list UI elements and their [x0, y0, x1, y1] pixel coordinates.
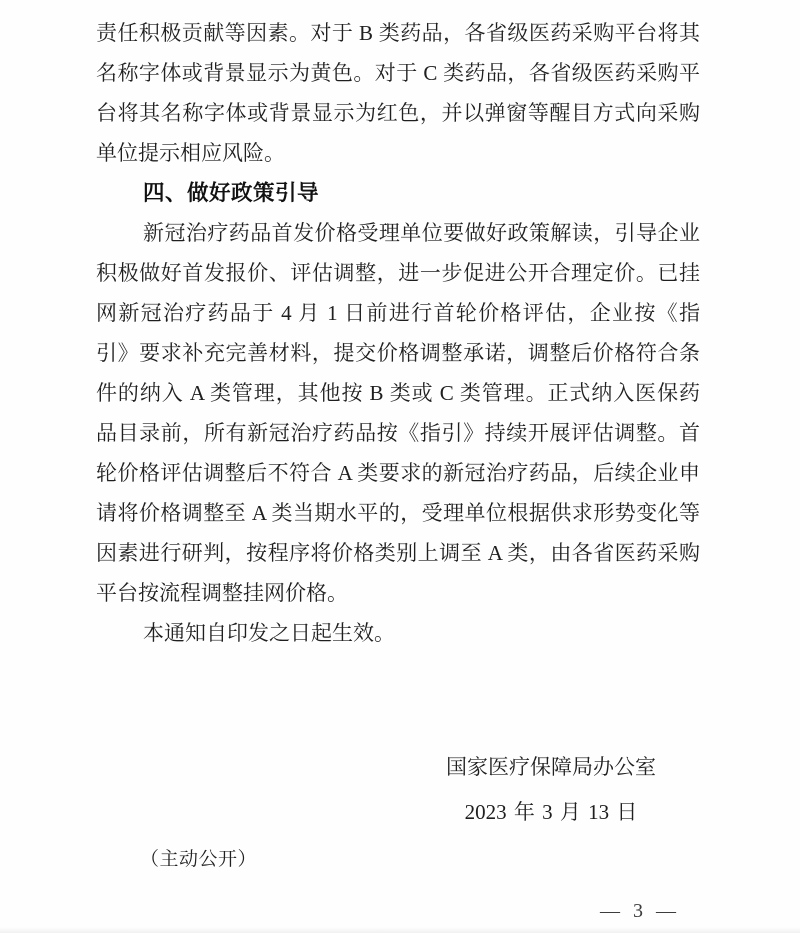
text-line: 请将价格调整至 A 类当期水平的，受理单位根据供求形势变化等 — [96, 501, 700, 525]
page-number: — 3 — — [600, 900, 676, 922]
text-line: 品目录前，所有新冠治疗药品按《指引》持续开展评估调整。首 — [96, 421, 700, 445]
text-line: 责任积极贡献等因素。对于 B 类药品，各省级医药采购平台将其 — [96, 21, 700, 45]
section-heading: 四、做好政策引导 — [143, 181, 320, 205]
text-line: 单位提示相应风险。 — [96, 141, 285, 165]
text-line: 引》要求补充完善材料，提交价格调整承诺，调整后价格符合条 — [96, 341, 700, 365]
text-line: 积极做好首发报价、评估调整，进一步促进公开合理定价。已挂 — [96, 261, 700, 285]
publicity-note: （主动公开） — [140, 849, 258, 870]
paragraph-policy-guidance — [96, 213, 700, 613]
text-line: 因素进行研判，按程序将价格类别上调至 A 类，由各省医药采购 — [96, 541, 700, 565]
text-line: 平台按流程调整挂网价格。 — [96, 581, 348, 605]
text-line: 件的纳入 A 类管理，其他按 B 类或 C 类管理。正式纳入医保药 — [96, 381, 700, 405]
signature-org: 国家医疗保障局办公室 — [446, 755, 656, 779]
paragraph-effective-date: 本通知自印发之日起生效。 — [143, 621, 395, 645]
text-line: 台将其名称字体或背景显示为红色，并以弹窗等醒目方式向采购 — [96, 101, 700, 125]
text-line: 新冠治疗药品首发价格受理单位要做好政策解读，引导企业 — [143, 221, 700, 245]
text-line: 网新冠治疗药品于 4 月 1 日前进行首轮价格评估，企业按《指 — [96, 301, 700, 325]
text-line: 轮价格评估调整后不符合 A 类要求的新冠治疗药品，后续企业申 — [96, 461, 700, 485]
signature-block — [401, 747, 701, 832]
paragraph-risk-labeling — [96, 13, 700, 173]
signature-date: 2023 年 3 月 13 日 — [464, 800, 638, 824]
document-body — [96, 13, 700, 931]
text-line: 名称字体或背景显示为黄色。对于 C 类药品，各省级医药采购平 — [96, 61, 700, 85]
